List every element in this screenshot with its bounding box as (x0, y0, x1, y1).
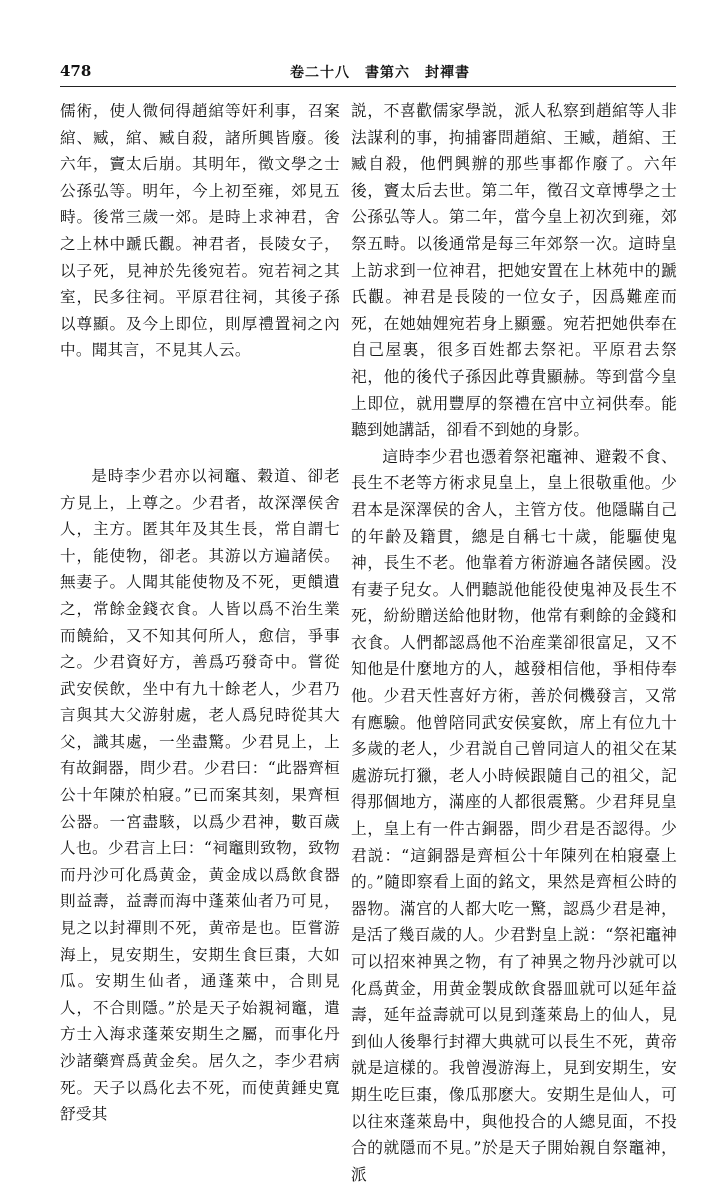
paragraph-gap (60, 364, 340, 463)
page-number: 478 (60, 62, 92, 80)
header-rule (60, 86, 676, 87)
page-header (60, 58, 676, 84)
translation-paragraph-2: 這時李少君也憑着祭祀竈神、避穀不食、長生不老等方術求見皇上，皇上很敬重他。少君本是深澤侯的舍人，主管方伎。他隱瞞自己的年齡及籍貫，總是自稱七十歲，能驅使鬼神，長生不老。他靠着方術游遍各諸侯國。没有妻子兒女。人們聽説他能役使鬼神及長生不死，紛紛贈送給他財物，他常有剩餘的金錢和衣食。人們都認爲他不治産業卻很富足，又不知他是什麼地方的人，越發相信他，爭相侍奉他。少君天性喜好方術，善於伺機發言，又常有應驗。他曾陪同武安侯宴飲，席上有位九十多歲的老人，少君説自己曾同這人的祖父在某處游玩打獵，老人小時候跟隨自己的祖父，記得那個地方，滿座的人都很震驚。少君拜見皇上，皇上有一件古銅器，問少君是否認得。少君説：“這銅器是齊桓公十年陳列在柏寢臺上的。”隨即察看上面的銘文，果然是齊桓公時的器物。滿宫的人都大吃一驚，認爲少君是神，是活了幾百歲的人。少君對皇上説：“祭祀竈神可以招來神異之物，有了神異之物丹沙就可以化爲黄金，用黄金製成飲食器皿就可以延年益壽，延年益壽就可以見到蓬萊島上的仙人，見到仙人後舉行封禪大典就可以長生不死，黄帝就是這樣的。我曾漫游海上，見到安期生，安期生吃巨棗，像瓜那麽大。安期生是仙人，可以往來蓬萊島中，與他投合的人總見面，不投合的就隱而不見。”於是天子開始親自祭竈神，派 (351, 446, 677, 1184)
original-text-column (60, 98, 340, 1128)
translation-column (351, 98, 677, 1188)
running-head: 卷二十八 書第六 封禪書 (290, 65, 470, 81)
original-paragraph-2: 是時李少君亦以祠竈、穀道、卻老方見上，上尊之。少君者，故深澤侯舍人，主方。匿其年及其生長，常自謂七十，能使物，卻老。其游以方遍諸侯。無妻子。人聞其能使物及不死，更饋遺之，常餘金錢衣食。人皆以爲不治生業而饒給，又不知其何所人，愈信，爭事之。少君資好方，善爲巧發奇中。嘗從武安侯飲，坐中有九十餘老人，少君乃言與其大父游射處，老人爲兒時從其大父，識其處，一坐盡驚。少君見上，上有故銅器，問少君。少君曰：“此器齊桓公十年陳於柏寢。”已而案其刻，果齊桓公器。一宮盡駭，以爲少君神，數百歲人也。少君言上曰：“祠竈則致物，致物而丹沙可化爲黄金，黄金成以爲飲食器則益壽，益壽而海中蓬萊仙者乃可見，見之以封禪則不死，黄帝是也。臣嘗游海上，見安期生，安期生食巨棗，大如瓜。安期生仙者，通蓬萊中，合則見人，不合則隱。”於是天子始親祠竈，遣方士入海求蓬萊安期生之屬，而事化丹沙諸藥齊爲黄金矣。居久之，李少君病死。天子以爲化去不死，而使黄錘史寬舒受其 (60, 466, 340, 1124)
original-paragraph-1: 儒術，使人微伺得趙綰等奸利事，召案綰、臧，綰、臧自殺，諸所興皆廢。後六年，竇太后崩。其明年，徵文學之士公孫弘等。明年，今上初至雍，郊見五畤。後常三歲一郊。是時上求神君，舍之上林中蹏氏觀。神君者，長陵女子，以子死，見神於先後宛若。宛若祠之其室，民多往祠。平原君往祠，其後子孫以尊顯。及今上即位，則厚禮置祠之內中。聞其言，不見其人云。 (60, 102, 340, 360)
translation-paragraph-1: 説，不喜歡儒家學説，派人私察到趙綰等人非法謀利的事，拘捕審問趙綰、王臧，趙綰、王臧自殺，他們興辦的那些事都作廢了。六年後，竇太后去世。第二年，徵召文章博學之士公孫弘等人。第二年，當今皇上初次到雍，郊祭五畤。以後通常是每三年郊祭一次。這時皇上訪求到一位神君，把她安置在上林苑中的蹏氏觀。神君是長陵的一位女子，因爲難産而死，在她妯娌宛若身上顯靈。宛若把她供奉在自己屋裏，很多百姓都去祭祀。平原君去祭祀，他的後代子孫因此尊貴顯赫。等到當今皇上即位，就用豐厚的祭禮在宫中立祠供奉。能聽到她講話，卻看不到她的身影。 (351, 101, 677, 440)
